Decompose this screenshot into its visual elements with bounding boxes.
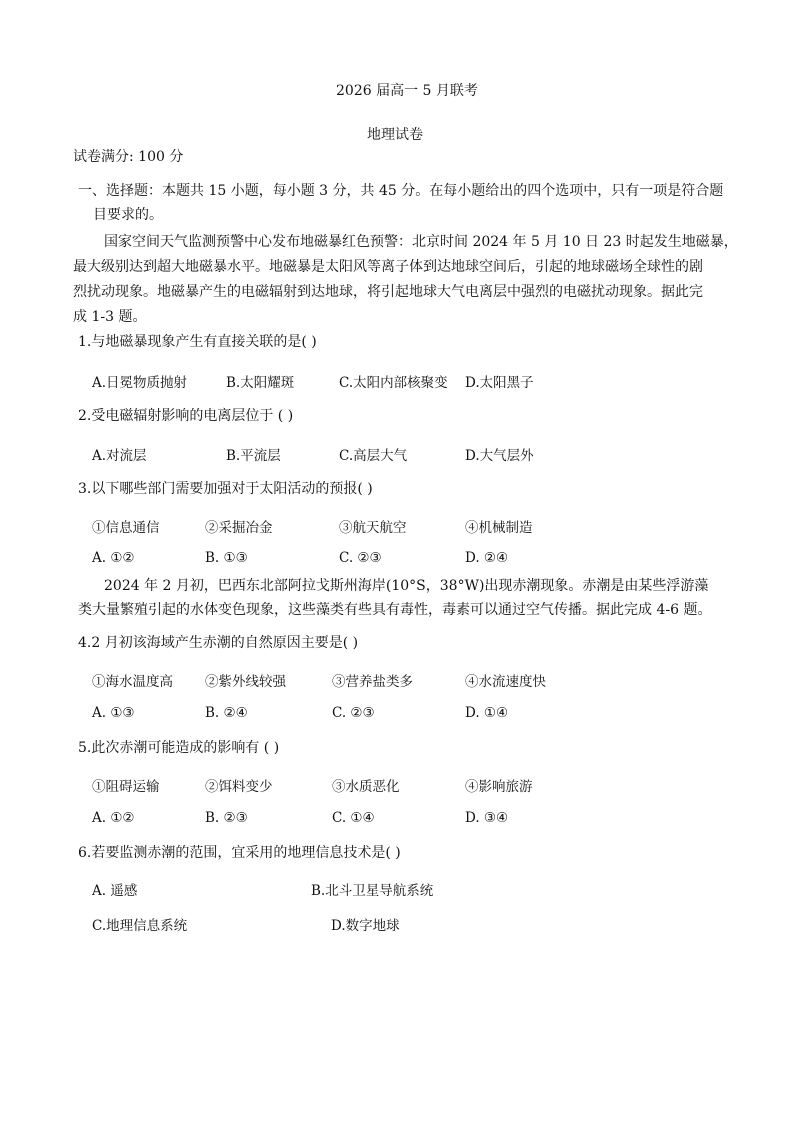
question-4-stem: 4.2 月初该海域产生赤潮的自然原因主要是( ) [78,635,359,651]
question-3-option-c: C. ②③ [339,550,382,566]
question-1-option-d: D.太阳黑子 [465,375,534,391]
question-3-stem: 3.以下哪些部门需要加强对于太阳活动的预报( ) [78,481,373,497]
passage1-line3: 烈扰动现象。地磁暴产生的电磁辐射到达地球，将引起地球大气电离层中强烈的电磁扰动现象。据此完 [73,284,703,300]
question-5-item-3: ③水质恶化 [332,779,400,795]
question-5-option-d: D. ③④ [465,810,509,826]
question-5-option-b: B. ②③ [205,810,248,826]
question-3-option-b: B. ①③ [205,550,248,566]
question-3-item-1: ①信息通信 [92,520,160,536]
question-5-item-4: ④影响旅游 [465,779,533,795]
question-3-option-a: A. ①② [92,550,135,566]
question-6-option-a: A. 遥感 [92,883,138,899]
passage1-line2: 最大级别达到超大地磁暴水平。地磁暴是太阳风等离子体到达地球空间后，引起的地球磁场全球性的剧 [73,259,703,275]
question-4-option-d: D. ①④ [465,705,509,721]
passage1-line1: 国家空间天气监测预警中心发布地磁暴红色预警：北京时间 2024 年 5 月 10 日 23 时起发生地磁暴， [104,234,738,250]
question-4-item-1: ①海水温度高 [92,674,173,690]
passage2-line1: 2024 年 2 月初，巴西东北部阿拉戈斯州海岸(10°S，38°W)出现赤潮现象。赤潮是由某些浮游藻 [104,578,709,594]
question-1-option-c: C.太阳内部核聚变 [339,375,448,391]
question-5-stem: 5.此次赤潮可能造成的影响有 ( ) [78,740,280,756]
question-3-option-d: D. ②④ [465,550,509,566]
section-heading-line1: 一、选择题：本题共 15 小题，每小题 3 分，共 45 分。在每小题给出的四个选项中，只有一项是符合题 [78,183,724,199]
question-2-option-b: B.平流层 [226,448,281,464]
full-score: 试卷满分: 100 分 [73,149,184,165]
subject-title: 地理试卷 [367,127,423,143]
question-6-option-d: D.数字地球 [331,918,400,934]
question-6-stem: 6.若要监测赤潮的范围，宜采用的地理信息技术是( ) [78,845,401,861]
question-1-option-a: A.日冕物质抛射 [92,375,188,391]
question-2-option-a: A.对流层 [92,448,147,464]
question-5-option-c: C. ①④ [332,810,375,826]
question-3-item-4: ④机械制造 [465,520,533,536]
question-6-option-c: C.地理信息系统 [92,918,188,934]
question-4-item-2: ②紫外线较强 [205,674,286,690]
question-2-option-c: C.高层大气 [339,448,408,464]
question-5-item-1: ①阻碍运输 [92,779,160,795]
question-4-item-4: ④水流速度快 [465,674,546,690]
passage2-line2: 类大量繁殖引起的水体变色现象，这些藻类有些具有毒性，毒素可以通过空气传播。据此完成 4-6 题。 [78,602,712,618]
question-1-option-b: B.太阳耀斑 [226,375,295,391]
exam-title: 2026 届高一 5 月联考 [336,83,478,99]
question-2-stem: 2.受电磁辐射影响的电离层位于 ( ) [78,408,294,424]
question-4-item-3: ③营养盐类多 [332,674,413,690]
question-4-option-a: A. ①③ [92,705,135,721]
question-2-option-d: D.大气层外 [465,448,534,464]
question-3-item-3: ③航天航空 [339,520,407,536]
passage1-line4: 成 1-3 题。 [73,309,147,325]
question-3-item-2: ②采掘冶金 [205,520,273,536]
question-5-item-2: ②饵料变少 [205,779,273,795]
question-5-option-a: A. ①② [92,810,135,826]
question-1-stem: 1.与地磁暴现象产生有直接关联的是( ) [78,334,317,350]
section-heading-line2: 目要求的。 [93,207,163,223]
question-4-option-c: C. ②③ [332,705,375,721]
question-6-option-b: B.北斗卫星导航系统 [311,883,434,899]
question-4-option-b: B. ②④ [205,705,248,721]
